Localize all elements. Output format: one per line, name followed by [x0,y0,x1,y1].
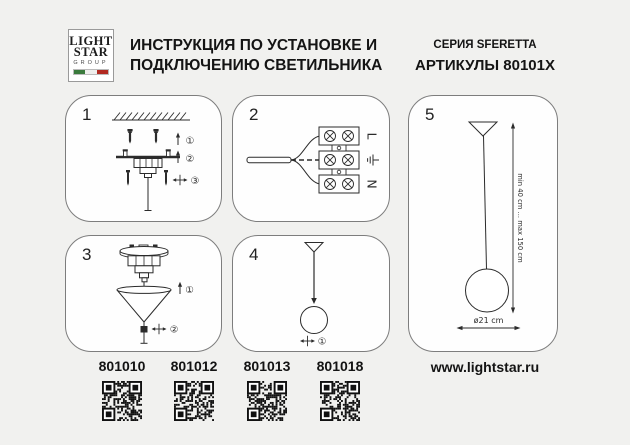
height-dimension-label: min 40 cm ... max 150 cm [516,173,524,263]
logo-word-star: STAR [73,45,109,59]
article-number: 801013 [243,358,291,374]
diameter-dimension-arrow [457,326,521,330]
panel-4-diagram [233,236,391,353]
panel-3-number: 3 [82,245,92,264]
step-2-badge: ② [169,324,179,336]
series-block [410,39,560,74]
qr-code [247,381,287,421]
panel-2-number: 2 [249,105,259,124]
wall-anchor-icon [127,129,132,144]
screw-icon [164,170,168,186]
supply-cable-icon [247,136,320,184]
canopy-icon [469,122,497,136]
logo-word-group: GROUP [73,60,109,66]
page-title-line2: ПОДКЛЮЧЕНИЮ СВЕТИЛЬНИКА [130,57,383,74]
ground-icon [368,155,379,166]
canopy-icon [305,243,323,253]
mounting-plate-icon [120,245,168,282]
step-panel-4 [232,235,390,352]
height-dimension-arrow [511,123,515,314]
panel-4-number: 4 [249,245,259,264]
series-label: СЕРИЯ SFERETTA [433,39,537,51]
ceiling-hatch-icon [112,113,190,121]
step-2-badge: ② [185,154,195,165]
panel-1-diagram [66,96,223,223]
globe-shade-icon [301,307,328,334]
qr-code [320,381,360,421]
page-title-line1: ИНСТРУКЦИЯ ПО УСТАНОВКЕ И [130,37,378,54]
terminal-block-icon [319,127,359,193]
terminal-label-line: L [364,132,380,140]
grub-screw-icon [141,322,148,343]
screw-adjust-icon [300,336,315,346]
step-1-badge: ① [185,285,194,296]
globe-shade-icon [466,269,509,312]
screw-adjust-icon [152,324,167,334]
terminal-label-neutral: N [364,179,380,189]
mounting-plate-icon [116,149,180,210]
logo-word-light: LIGHT [69,34,113,48]
wall-anchor-icon [153,129,158,144]
step-1-badge: ① [317,336,327,348]
step-panel-1 [65,95,222,222]
articles-label: АРТИКУЛЫ 80101X [415,57,555,74]
panel-2-diagram [233,96,391,223]
lightstar-logo [68,29,114,82]
article-number: 801018 [316,358,364,374]
step-panel-2 [232,95,390,222]
suspension-cable-icon [484,136,487,269]
page-title [130,36,382,76]
up-arrow-icon [178,282,182,294]
article-number: 801010 [98,358,146,374]
cone-shade-icon [117,282,171,322]
suspension-cable-icon [311,252,317,304]
diameter-dimension-label: ø21 cm [473,316,504,325]
panel-5-number: 5 [425,105,435,124]
panel-5-diagram [409,96,559,353]
qr-code [102,381,142,421]
website-link: www.lightstar.ru [430,359,540,375]
article-number: 801012 [170,358,218,374]
panel-1-number: 1 [82,105,92,124]
step-3-badge: ③ [190,176,200,187]
up-arrow-icon [176,133,180,146]
panel-3-diagram [66,236,223,353]
screw-icon [126,170,130,186]
screw-adjust-icon [173,175,188,185]
step-1-badge: ① [185,136,195,147]
italian-flag-stripe [73,69,109,75]
step-panel-3 [65,235,222,352]
dimensions-panel [408,95,558,352]
qr-code [174,381,214,421]
